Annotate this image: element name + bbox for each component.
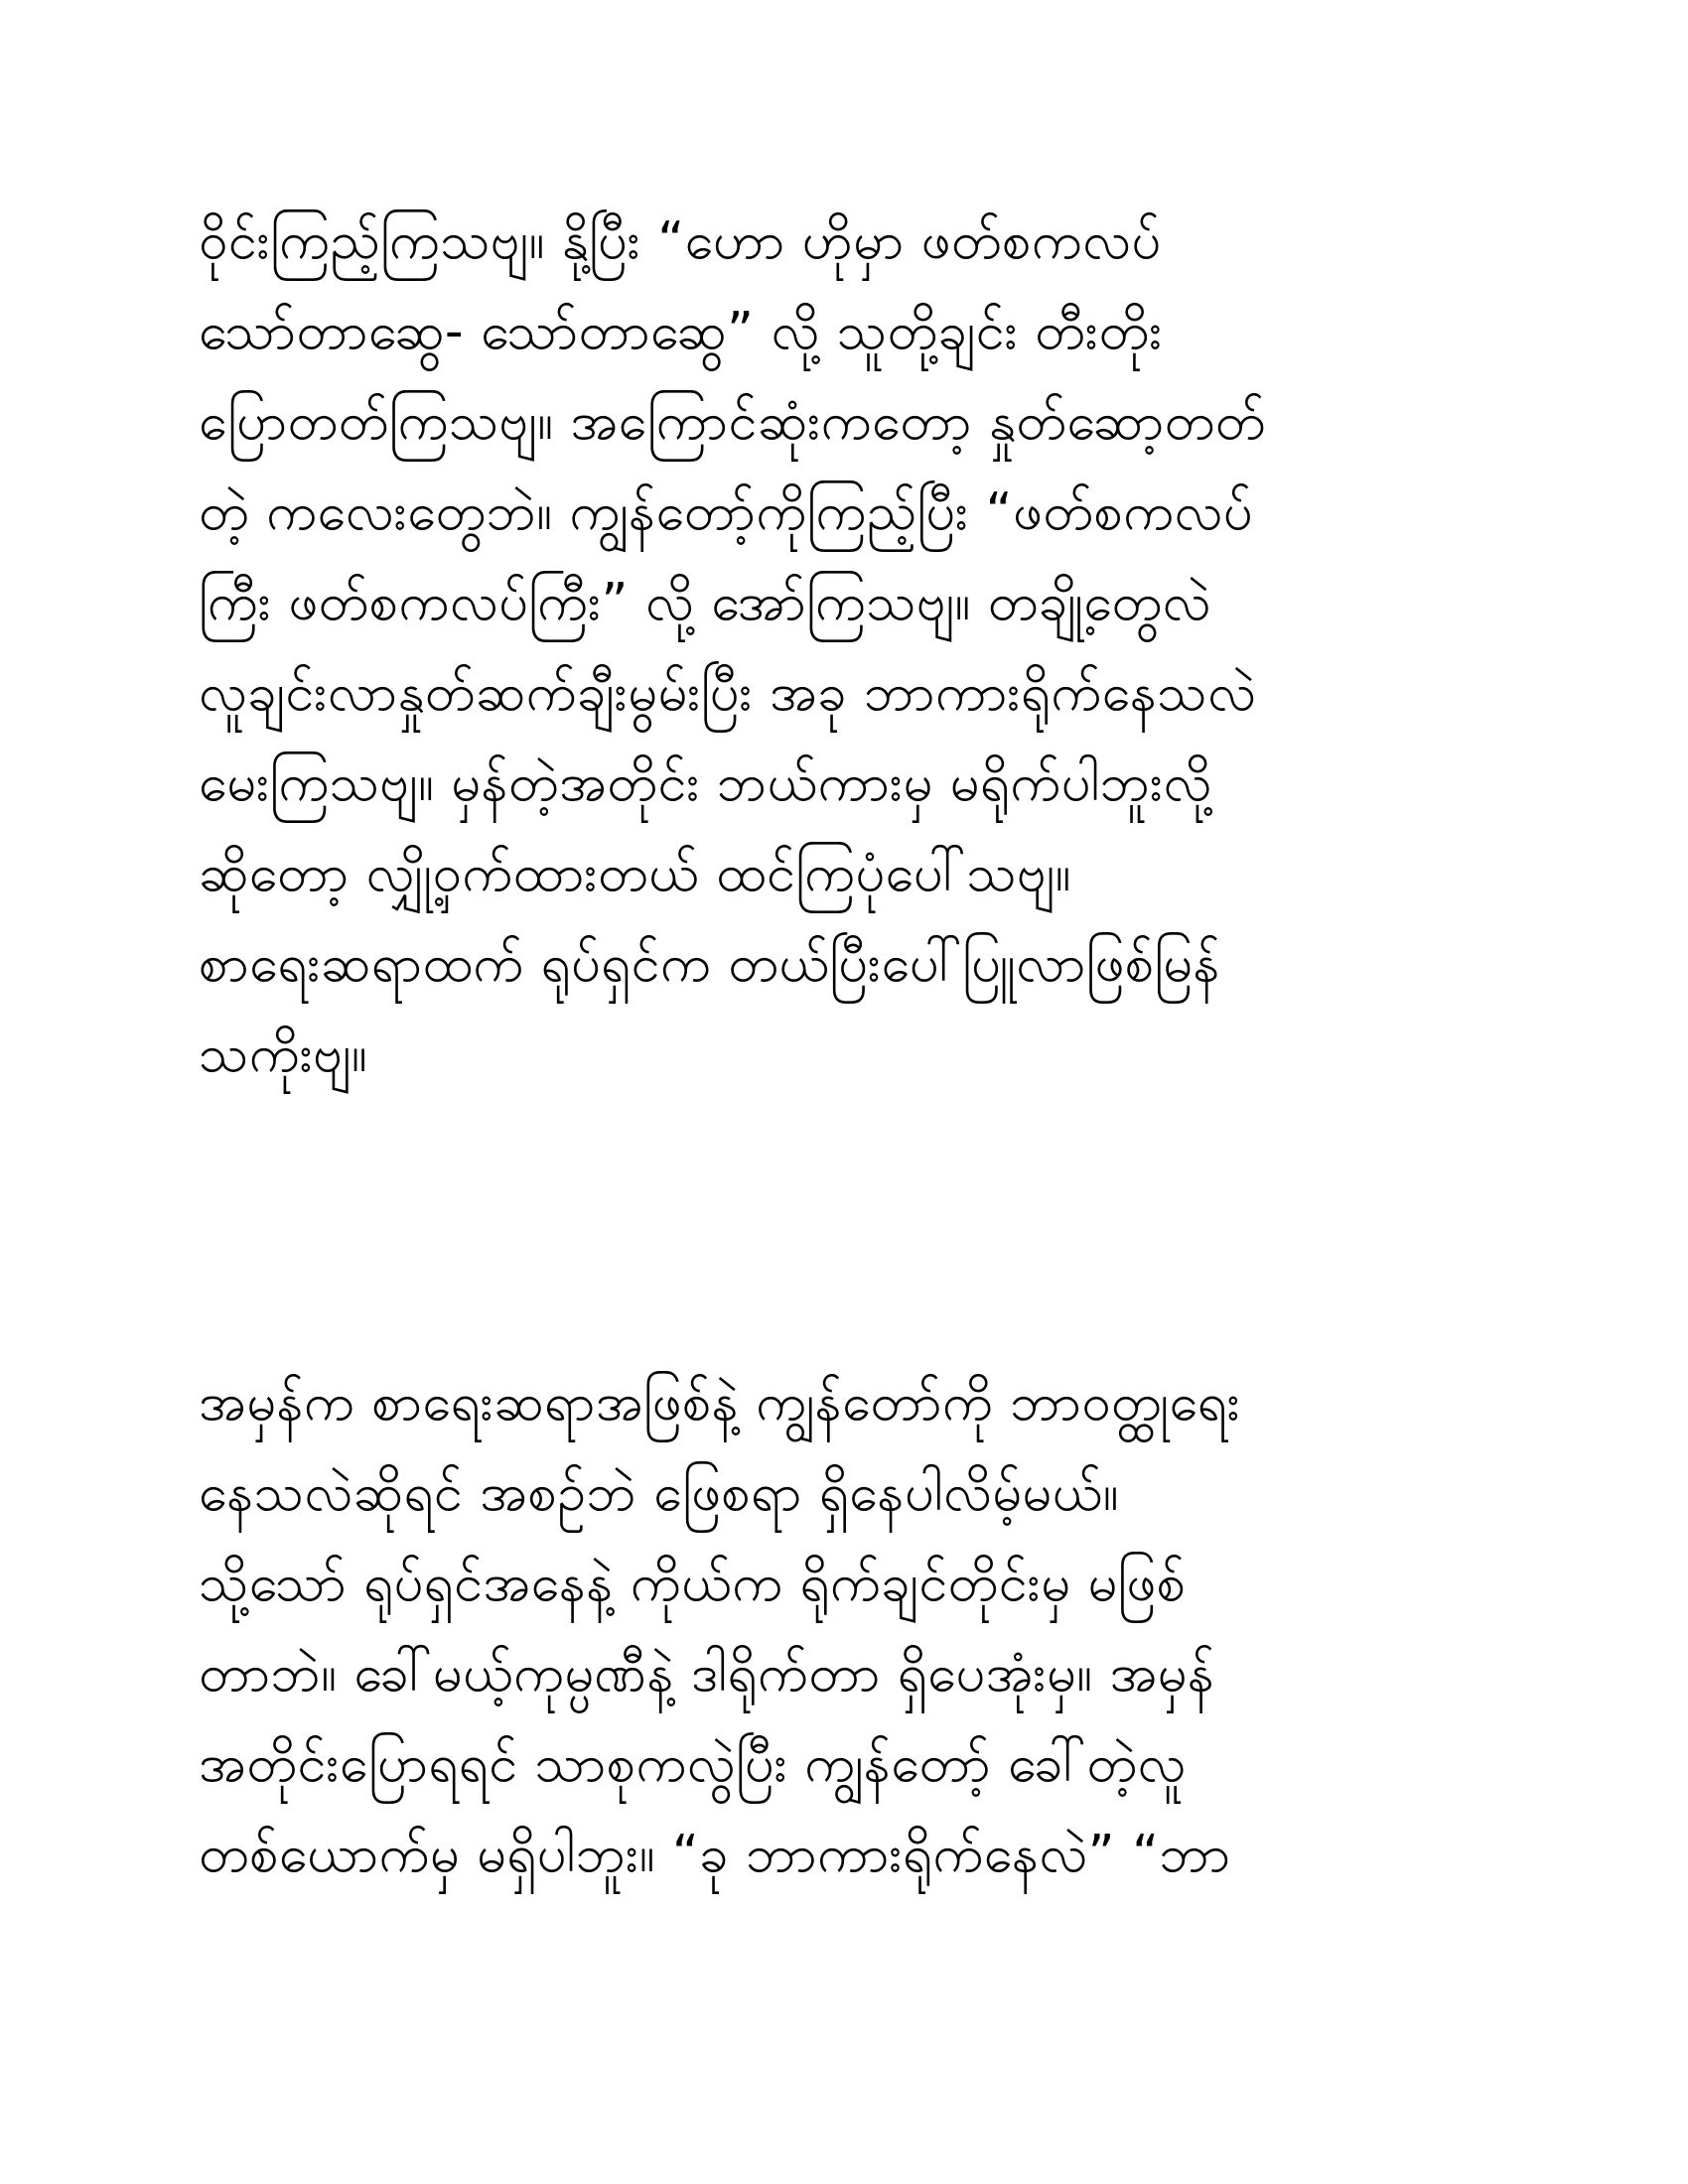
text-line: ဝိုင်းကြည့်ကြသဗျ။ နို့ပြီး “ဟော ဟိုမှာ ဖတ်စကလပ် xyxy=(199,211,1162,271)
text-line: အတိုင်းပြောရရင် သာစုကလွဲပြီး ကျွန်တော့် ခေါ်တဲ့လူ xyxy=(199,1734,1187,1794)
text-line: တဲ့ ကလေးတွေဘဲ။ ကျွန်တော့်ကိုကြည့်ပြီး “ဖတ်စကလပ် xyxy=(199,482,1253,542)
text-line: စာရေးဆရာထက် ရုပ်ရှင်က တယ်ပြီးပေါ်ပြူလာဖြစ်မြန် xyxy=(199,934,1220,994)
text-line: သို့သော် ရုပ်ရှင်အနေနဲ့ ကိုယ်က ရိုက်ချင်တိုင်းမှ မဖြစ် xyxy=(199,1554,1187,1613)
paragraph-1 xyxy=(199,197,1489,1100)
text-line: မေးကြသဗျ။ မှန်တဲ့အတိုင်း ဘယ်ကားမှ မရိုက်ပါဘူးလို့ xyxy=(199,753,1212,813)
text-line: နေသလဲဆိုရင် အစဉ်ဘဲ ဖြေစရာ ရှိနေပါလိမ့်မယ်။ xyxy=(199,1463,1119,1523)
text-line: တစ်ယောက်မှ မရှိပါဘူး။ “ခု ဘာကားရိုက်နေလဲ” “ဘာ xyxy=(199,1825,1231,1884)
text-line: ဆိုတော့ လျှို့ဝှက်ထားတယ် ထင်ကြပုံပေါ်သဗျ။ xyxy=(199,844,1071,903)
text-line: အမှန်က စာရေးဆရာအဖြစ်နဲ့ ကျွန်တော်ကို ဘာဝတ္ထုရေး xyxy=(199,1373,1241,1433)
text-line: တာဘဲ။ ခေါ်မယ့်ကုမ္ပဏီနဲ့ ဒါရိုက်တာ ရှိပေအုံးမှ။ အမှန် xyxy=(199,1644,1215,1704)
text-line: ပြောတတ်ကြသဗျ။ အကြောင်ဆုံးကတော့ နှုတ်ဆော့တတ် xyxy=(199,392,1266,452)
text-line: လူချင်းလာနှုတ်ဆက်ချီးမွမ်းပြီး အခု ဘာကားရိုက်နေသလဲ xyxy=(199,663,1257,723)
text-line: ကြီး ဖတ်စကလပ်ကြီး” လို့ အော်ကြသဗျ။ တချို့တွေလဲ xyxy=(199,573,1211,632)
text-line: သော်တာဆွေ- သော်တာဆွေ” လို့ သူတို့ချင်း တီးတိုး xyxy=(199,302,1163,361)
paragraph-2 xyxy=(199,1358,1489,1900)
text-line: သကိုးဗျ။ xyxy=(199,1024,368,1084)
